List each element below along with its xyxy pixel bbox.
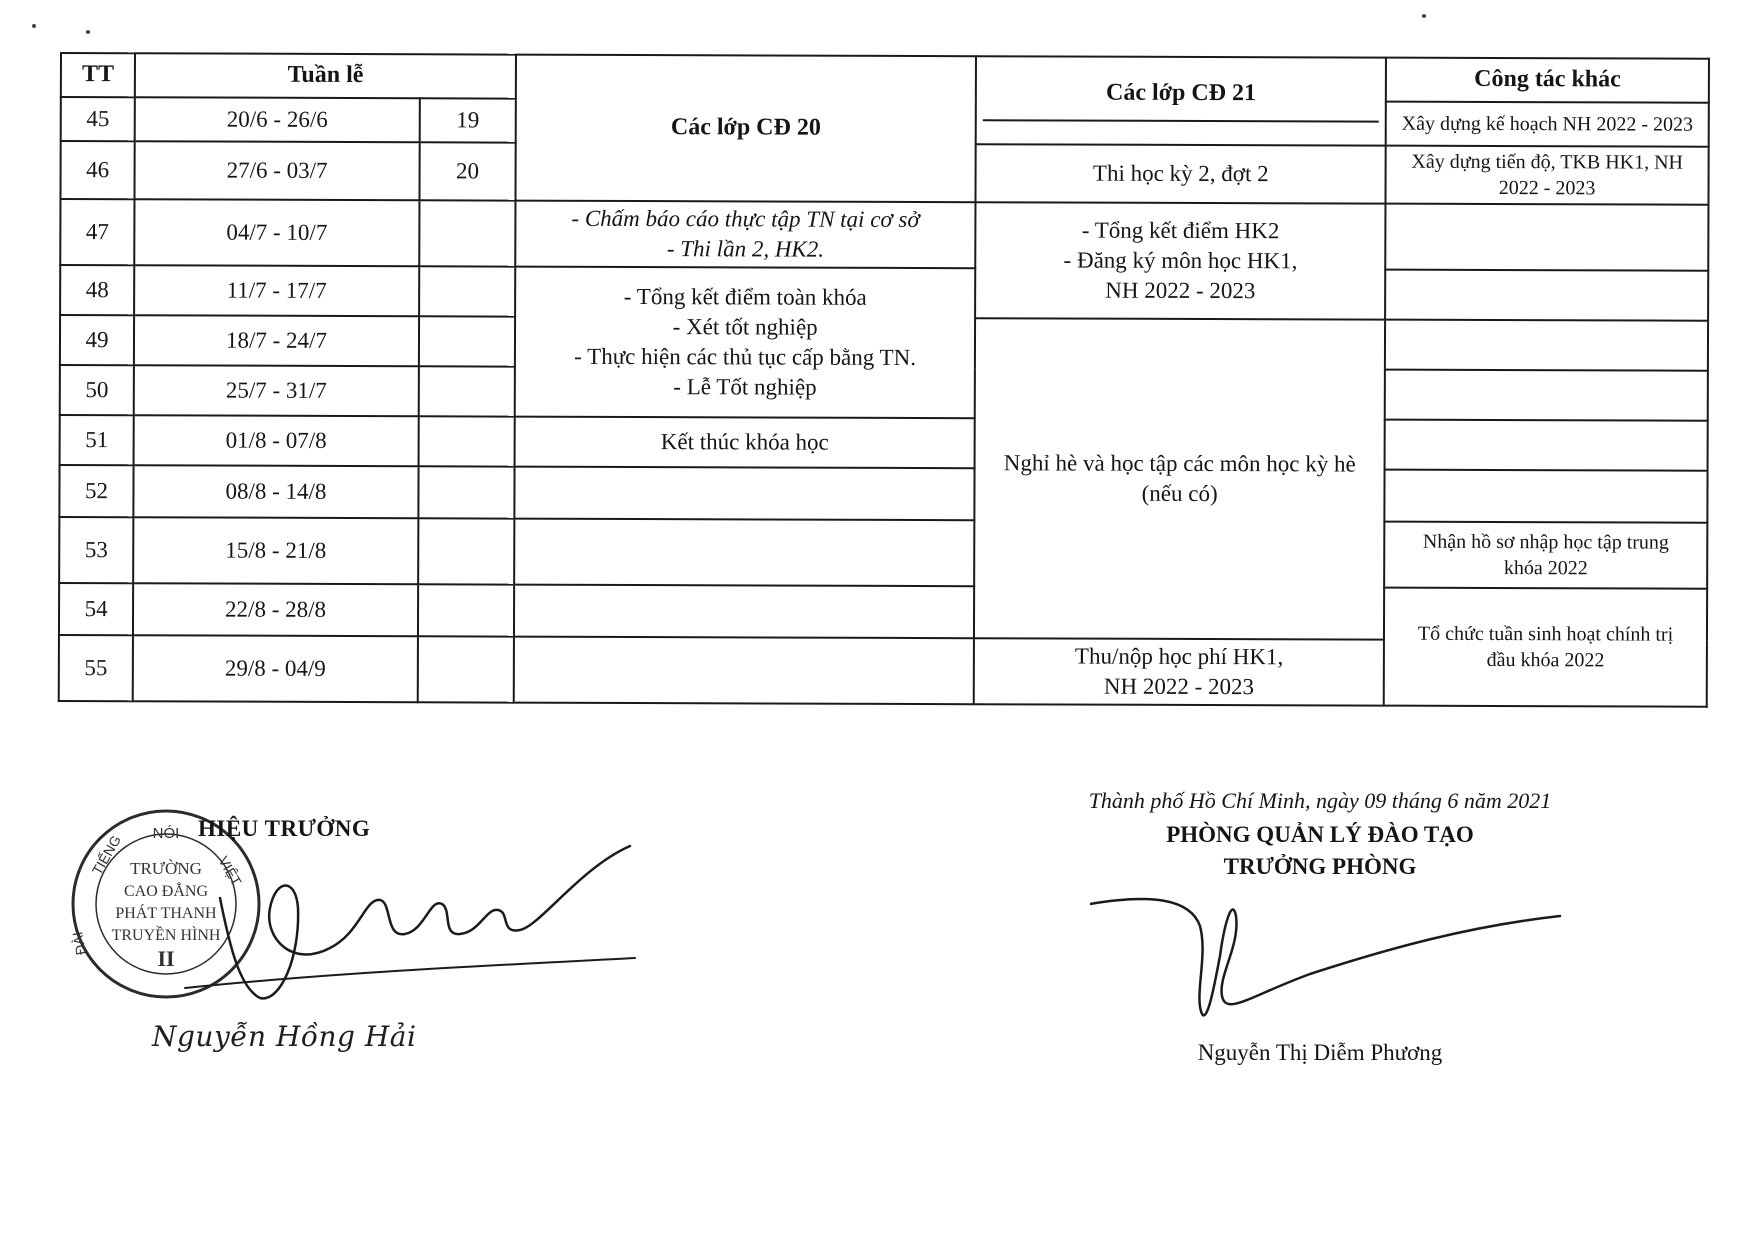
cd21-summer-line1: Nghỉ hè và học tập các môn học kỳ hè	[1003, 450, 1356, 477]
other-row-53	[1384, 521, 1707, 588]
week-number-cell: 19	[420, 98, 516, 142]
cd20-block-47-line1: - Chấm báo cáo thực tập TN tại cơ sở	[571, 205, 920, 233]
cd20-block-line4: - Lễ Tốt nghiệp	[673, 373, 817, 400]
svg-text:NÓI: NÓI	[152, 825, 180, 842]
header-week: Tuần lễ	[135, 53, 516, 98]
week-number-cell	[419, 316, 515, 366]
cd20-block-47-line2: - Thi lần 2, HK2.	[666, 236, 825, 262]
header-cd20	[516, 55, 977, 203]
week-number-cell	[418, 518, 514, 584]
week-number-cell	[418, 636, 514, 702]
svg-text:TRUYỀN HÌNH: TRUYỀN HÌNH	[111, 927, 221, 944]
department-name: PHÒNG QUẢN LÝ ĐÀO TẠO	[1166, 822, 1474, 847]
tt-cell: 53	[59, 517, 133, 583]
cd21-row-55-line1: Thu/nộp học phí HK1,	[1074, 643, 1284, 670]
week-dates-cell: 27/6 - 03/7	[135, 141, 420, 200]
department-head-signature-block	[1000, 786, 1640, 1086]
other-empty-cell	[1385, 469, 1708, 522]
week-number-cell: 20	[419, 142, 515, 200]
header-other: Công tác khác	[1386, 58, 1709, 103]
week-dates-cell: 04/7 - 10/7	[134, 199, 419, 266]
tt-cell: 46	[60, 141, 134, 199]
other-row-53-line2: khóa 2022	[1503, 556, 1588, 580]
week-number-cell	[419, 200, 515, 266]
week-number-cell	[419, 366, 515, 416]
schedule-table	[58, 52, 1710, 707]
cd20-row-51: Kết thúc khóa học	[515, 416, 975, 468]
tt-cell: 47	[60, 199, 134, 265]
svg-text:PHÁT THANH: PHÁT THANH	[115, 905, 217, 922]
header-cd20-label: Các lớp CĐ 20	[670, 114, 821, 142]
week-dates-cell: 08/8 - 14/8	[134, 465, 419, 518]
week-number-cell	[418, 466, 514, 518]
cd20-empty-cell	[514, 584, 974, 638]
cd21-block-line1: - Tổng kết điểm HK2	[1081, 217, 1280, 244]
header-cd21-divider	[983, 119, 1379, 134]
other-row-46-line2: 2022 - 2023	[1498, 177, 1596, 200]
svg-text:VIỆT: VIỆT	[215, 853, 245, 889]
tt-cell: 51	[60, 415, 134, 465]
cd20-block-line1: - Tổng kết điểm toàn khóa	[623, 283, 867, 310]
principal-title: HIỆU TRƯỞNG	[198, 816, 371, 841]
other-empty-cell	[1385, 369, 1708, 420]
week-number-cell	[419, 266, 515, 316]
week-dates-cell: 15/8 - 21/8	[133, 517, 418, 584]
week-number-cell	[418, 584, 514, 636]
header-cd21-label: Các lớp CĐ 21	[1106, 80, 1257, 107]
cd20-empty-cell	[514, 518, 974, 586]
other-row-45: Xây dựng kế hoạch NH 2022 - 2023	[1386, 102, 1709, 147]
signing-date: Thành phố Hồ Chí Minh, ngày 09 tháng 6 năm 2021	[1088, 788, 1552, 813]
cd21-row-55-line2: NH 2022 - 2023	[1103, 673, 1255, 699]
week-dates-cell: 29/8 - 04/9	[133, 635, 418, 702]
other-row-54-55	[1384, 587, 1707, 706]
tt-cell: 45	[61, 97, 135, 141]
tt-cell: 52	[59, 465, 133, 517]
department-head-name: Nguyễn Thị Diễm Phương	[1197, 1040, 1443, 1065]
tt-cell: 50	[60, 365, 134, 415]
week-dates-cell: 22/8 - 28/8	[133, 583, 418, 636]
header-cd21	[976, 56, 1386, 145]
cd21-block-49-54	[974, 318, 1385, 639]
svg-text:TRƯỜNG: TRƯỜNG	[130, 859, 202, 878]
other-empty-cell	[1385, 204, 1708, 271]
cd21-block-line3: NH 2022 - 2023	[1105, 277, 1256, 304]
week-dates-cell: 20/6 - 26/6	[135, 97, 420, 142]
other-empty-cell	[1385, 319, 1708, 370]
other-row-54-55-line2: đầu khóa 2022	[1486, 648, 1605, 672]
scan-speck	[32, 24, 36, 28]
tt-cell: 54	[59, 583, 133, 635]
week-number-cell	[418, 416, 514, 466]
department-head-role: TRƯỞNG PHÒNG	[1223, 854, 1417, 879]
cd21-block-47-48	[975, 202, 1385, 319]
cd20-empty-cell	[514, 636, 974, 703]
other-row-53-line1: Nhận hồ sơ nhập học tập trung	[1422, 530, 1669, 554]
cd20-block-48-50	[515, 266, 976, 418]
department-head-header	[1000, 786, 1640, 880]
other-row-46	[1386, 146, 1709, 205]
header-tt: TT	[61, 53, 135, 97]
scan-speck	[86, 30, 90, 34]
cd20-block-47	[515, 201, 975, 268]
principal-signature-scrawl	[180, 838, 640, 1008]
week-dates-cell: 11/7 - 17/7	[134, 265, 419, 316]
cd20-block-line3: - Thực hiện các thủ tục cấp bằng TN.	[574, 343, 917, 370]
cd20-empty-cell	[514, 466, 974, 520]
tt-cell: 55	[59, 635, 133, 701]
principal-name: Nguyễn Hồng Hải	[152, 1020, 417, 1053]
department-head-signature-scrawl	[1090, 886, 1570, 1026]
tt-cell: 48	[60, 265, 134, 315]
svg-text:ĐÀI: ĐÀI	[69, 930, 89, 957]
svg-text:II: II	[157, 946, 175, 971]
other-empty-cell	[1385, 269, 1708, 320]
cd21-summer-line2: (nếu có)	[1141, 480, 1218, 506]
svg-text:CAO ĐẲNG: CAO ĐẲNG	[124, 883, 208, 900]
other-row-54-55-line1: Tổ chức tuần sinh hoạt chính trị	[1417, 622, 1674, 646]
svg-text:TIẾNG: TIẾNG	[88, 832, 124, 878]
cd21-row-55	[974, 638, 1384, 705]
scan-speck	[1422, 14, 1426, 18]
cd21-block-line2: - Đăng ký môn học HK1,	[1063, 247, 1298, 274]
principal-signature-block	[70, 790, 630, 1090]
cd20-block-line2: - Xét tốt nghiệp	[672, 314, 818, 340]
other-empty-cell	[1385, 419, 1708, 470]
tt-cell: 49	[60, 315, 134, 365]
cd21-row-46: Thi học kỳ 2, đợt 2	[976, 144, 1386, 203]
week-dates-cell: 25/7 - 31/7	[134, 365, 419, 416]
week-dates-cell: 01/8 - 07/8	[134, 415, 419, 466]
week-dates-cell: 18/7 - 24/7	[134, 315, 419, 366]
other-row-46-line1: Xây dựng tiến độ, TKB HK1, NH	[1411, 150, 1684, 174]
